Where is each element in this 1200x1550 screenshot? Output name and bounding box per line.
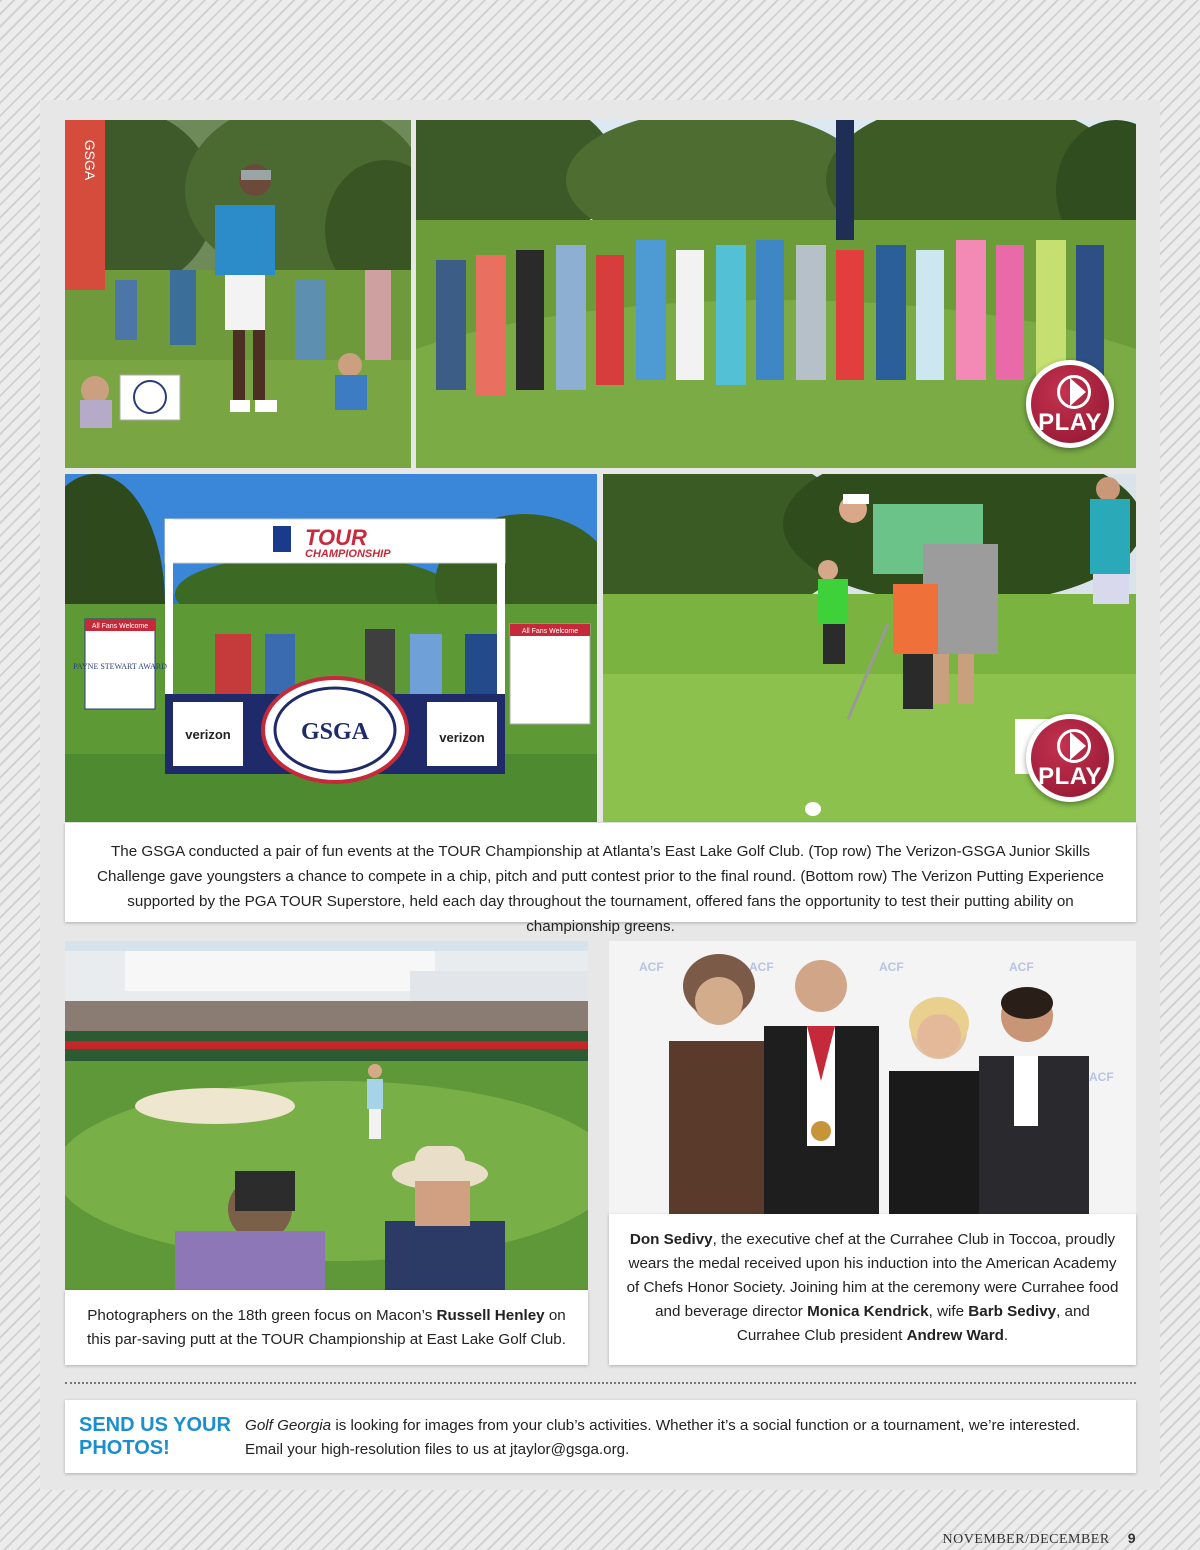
acf-logo-1: ACF <box>639 960 664 974</box>
seal-text: GSGA <box>300 719 370 745</box>
caption-right-text-2: , wife <box>928 1303 969 1320</box>
caption-left-text-end: on this par-saving putt at the TOUR Championship at East Lake Golf Club. <box>87 1307 566 1348</box>
championship-text: CHAMPIONSHIP <box>305 548 391 560</box>
page-number: 9 <box>1127 1530 1136 1546</box>
send-photos-text <box>245 1414 1125 1462</box>
play-button-2[interactable] <box>1026 714 1114 802</box>
fans-sign-right: All Fans Welcome <box>521 628 579 635</box>
group-kids <box>436 240 1104 395</box>
send-title-line-1: SEND US YOUR <box>79 1414 231 1436</box>
play-label: PLAY <box>1038 409 1102 436</box>
photo-acf-honorees <box>609 941 1136 1214</box>
play-icon <box>1057 375 1091 409</box>
page-footer <box>943 1530 1136 1548</box>
banner-text: GSGA <box>82 139 98 181</box>
caption-right-text-4: . <box>1003 1327 1009 1344</box>
caption-left-text: Photographers on the 18th green focus on Macon’s <box>87 1307 437 1324</box>
photo-18th-green <box>65 941 588 1290</box>
tour-text: TOUR <box>305 525 367 550</box>
name-monica-kendrick: Monica Kendrick <box>807 1303 929 1320</box>
dotted-divider <box>65 1382 1136 1384</box>
verizon-left: verizon <box>185 727 231 742</box>
acf-logo-2: ACF <box>749 960 774 974</box>
send-text-1: is looking for images from your club’s activities. Whether it’s a social function or a tournament, we’re interested. <box>331 1417 1081 1434</box>
name-andrew-ward: Andrew Ward <box>906 1327 1004 1344</box>
caption-right-text-1: , the executive chef at the Currahee Club in Toccoa, proudly wears the medal received upon his induction into the American Academy of Chefs Honor Society. Joining him at the ceremony were Currahee food and beverage director <box>626 1231 1119 1320</box>
send-photos-title <box>79 1414 239 1460</box>
name-barb-sedivy: Barb Sedivy <box>968 1303 1057 1320</box>
play-label: PLAY <box>1038 763 1102 790</box>
photo-junior-swing <box>65 120 411 468</box>
play-icon <box>1057 729 1091 763</box>
verizon-right: verizon <box>439 730 485 745</box>
magazine-name: Golf Georgia <box>245 1417 332 1434</box>
acf-logo-5: ACF <box>1089 1070 1114 1084</box>
play-button-1[interactable] <box>1026 360 1114 448</box>
acf-logo-4: ACF <box>1009 960 1034 974</box>
caption-acf <box>609 1214 1136 1365</box>
caption-main: The GSGA conducted a pair of fun events at the TOUR Championship at Atlanta’s East Lake Golf Club. (Top row) The Verizon-GSGA Junior Skills Challenge gave youngsters a chance to compete in a chip, pitch and putt contest prior to the final round. (Bottom row) The Verizon Putting Experience supported by the PGA TOUR Superstore, held each day throughout the tournament, offered fans the opportunity to test their putting ability on championship greens. <box>65 823 1136 922</box>
acf-logo-3: ACF <box>879 960 904 974</box>
caption-right-text-3: , and Currahee Club president <box>736 1303 1090 1344</box>
fans-sign-left: All Fans Welcome <box>91 623 149 630</box>
send-title-line-2: PHOTOS! <box>79 1437 170 1459</box>
name-don-sedivy: Don Sedivy <box>629 1231 713 1248</box>
photo-verizon-area <box>65 474 597 822</box>
caption-photographers <box>65 1290 588 1365</box>
issue-label: NOVEMBER/DECEMBER <box>942 1532 1110 1547</box>
payne-text: PAYNE STEWART AWARD <box>73 662 167 671</box>
send-photos-box <box>65 1400 1136 1473</box>
send-text-2[interactable]: Email your high-resolution files to us at jtaylor@gsga.org. <box>245 1441 630 1458</box>
name-russell-henley: Russell Henley <box>436 1307 545 1324</box>
